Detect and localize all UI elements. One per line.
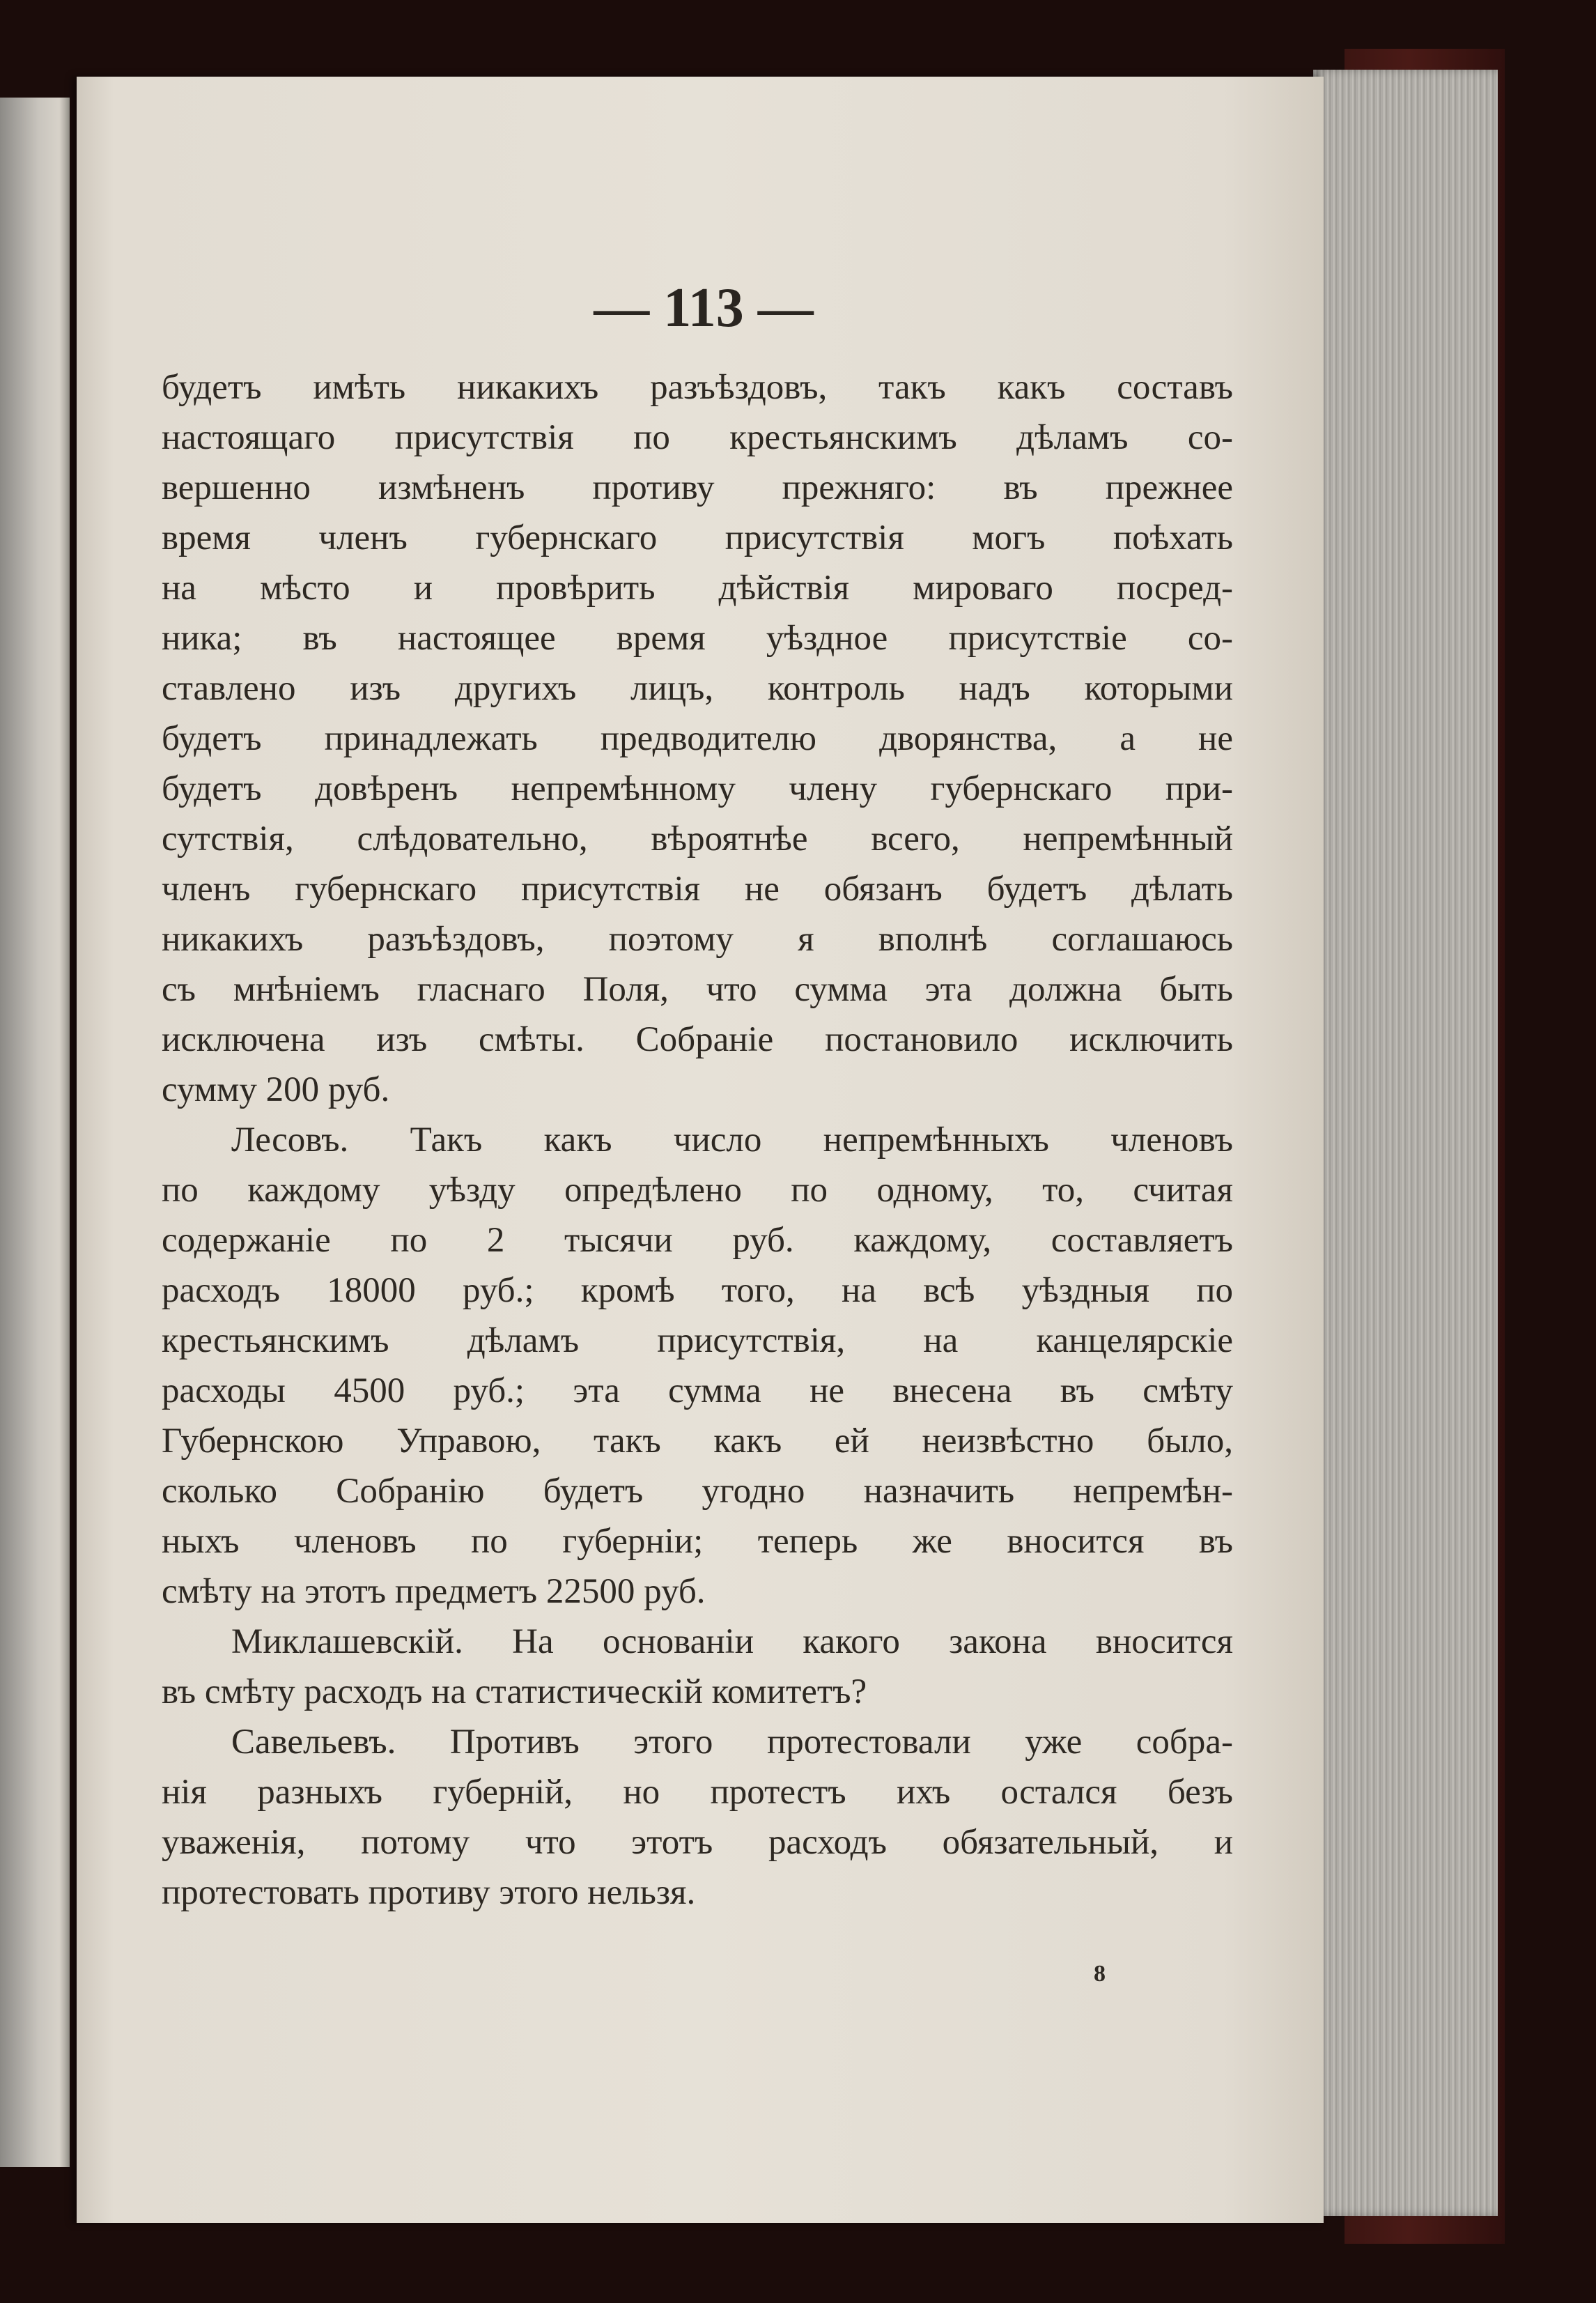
text-line: расходъ 18000 руб.; кромѣ того, на всѣ уѣздныя по [162,1271,1233,1310]
text-line: сумму 200 руб. [162,1070,390,1109]
text-line: въ смѣту расходъ на статистическій комитетъ? [162,1672,867,1711]
text-line: смѣту на этотъ предметъ 22500 руб. [162,1572,706,1611]
signature-mark: 8 [1094,1961,1106,1987]
text-line: ставлено изъ другихъ лицъ, контроль надъ которыми [162,669,1233,708]
text-line: крестьянскимъ дѣламъ присутствія, на канцелярскіе [162,1321,1233,1360]
page-number: — 113 — [594,277,814,339]
text-line: будетъ довѣренъ непремѣнному члену губернскаго при- [162,769,1233,808]
page-text [162,362,1233,1918]
text-line: никакихъ разъѣздовъ, поэтому я вполнѣ соглашаюсь [162,920,1233,959]
text-line: вершенно измѣненъ противу прежняго: въ прежнее [162,468,1233,507]
text-line: на мѣсто и провѣрить дѣйствія мироваго посред- [162,569,1233,608]
text-line: протестовать противу этого нельзя. [162,1873,696,1912]
book-page [77,77,1324,2223]
text-line: Губернскою Управою, такъ какъ ей неизвѣстно было, [162,1422,1233,1461]
text-line: будетъ принадлежать предводителю дворянства, а не [162,719,1233,758]
text-line: содержаніе по 2 тысячи руб. каждому, составляетъ [162,1221,1233,1260]
text-line: сутствія, слѣдовательно, вѣроятнѣе всего, непремѣнный [162,819,1233,858]
text-line: Миклашевскій. На основаніи какого закона вносится [231,1622,1233,1661]
text-line: нія разныхъ губерній, но протестъ ихъ остался безъ [162,1773,1233,1812]
text-line: Савельевъ. Противъ этого протестовали уже собра- [231,1723,1233,1762]
text-line: членъ губернскаго присутствія не обязанъ будетъ дѣлать [162,870,1233,909]
text-line: уваженія, потому что этотъ расходъ обязательный, и [162,1823,1233,1862]
text-line: исключена изъ смѣты. Собраніе постановило исключить [162,1020,1233,1059]
text-line: по каждому уѣзду опредѣлено по одному, то, считая [162,1171,1233,1210]
text-line: сколько Собранію будетъ угодно назначить непремѣн- [162,1472,1233,1511]
left-page-sliver [0,98,70,2167]
text-line: настоящаго присутствія по крестьянскимъ дѣламъ со- [162,418,1233,457]
page-stack-edge [1313,70,1498,2216]
text-line: время членъ губернскаго присутствія могъ поѣхать [162,518,1233,557]
text-line: будетъ имѣть никакихъ разъѣздовъ, такъ какъ составъ [162,368,1233,407]
text-line: съ мнѣніемъ гласнаго Поля, что сумма эта должна быть [162,970,1233,1009]
text-line: ныхъ членовъ по губерніи; теперь же вносится въ [162,1522,1233,1561]
text-line: Лесовъ. Такъ какъ число непремѣнныхъ членовъ [231,1120,1233,1160]
text-line: ника; въ настоящее время уѣздное присутствіе со- [162,619,1233,658]
text-line: расходы 4500 руб.; эта сумма не внесена въ смѣту [162,1371,1233,1410]
